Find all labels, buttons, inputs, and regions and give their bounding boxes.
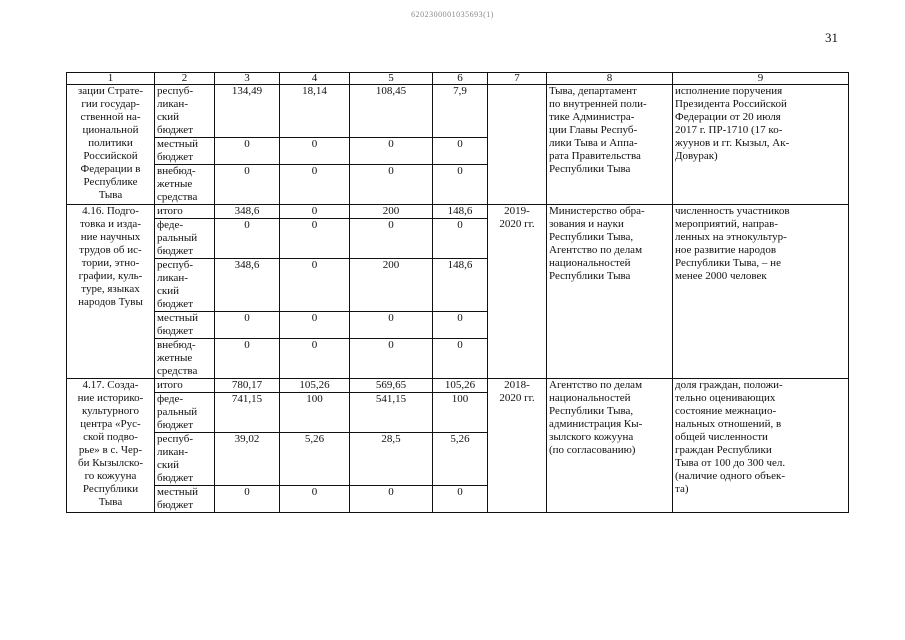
value-year3-cell: 7,9 bbox=[433, 85, 488, 138]
value-year3-cell: 0 bbox=[433, 165, 488, 205]
value-year3-cell: 148,6 bbox=[433, 205, 488, 219]
funding-source-cell: феде- ральный бюджет bbox=[155, 219, 215, 259]
value-year1-cell: 0 bbox=[280, 259, 350, 312]
value-year2-cell: 108,45 bbox=[350, 85, 433, 138]
table-row bbox=[67, 379, 849, 393]
value-year1-cell: 105,26 bbox=[280, 379, 350, 393]
value-total-cell: 0 bbox=[215, 339, 280, 379]
value-total-cell: 0 bbox=[215, 165, 280, 205]
indicator-cell: исполнение поручения Президента Российской Федерации от 20 июля 2017 г. ПР-1710 (17 ко- жуунов и гг. Кызыл, Ак- Довурак) bbox=[673, 85, 849, 205]
value-year2-cell: 200 bbox=[350, 205, 433, 219]
value-year2-cell: 28,5 bbox=[350, 433, 433, 486]
value-year3-cell: 0 bbox=[433, 339, 488, 379]
funding-source-cell: внебюд- жетные средства bbox=[155, 165, 215, 205]
funding-source-cell: внебюд- жетные средства bbox=[155, 339, 215, 379]
value-year1-cell: 0 bbox=[280, 165, 350, 205]
measure-cell: 4.17. Созда- ние историко- культурного центра «Рус- ской подво- рье» в с. Чер- би Кызылско- го кожууна Республики Тыва bbox=[67, 379, 155, 513]
document-id: 6202300001035693(1) bbox=[411, 10, 494, 19]
value-total-cell: 348,6 bbox=[215, 259, 280, 312]
value-year3-cell: 0 bbox=[433, 312, 488, 339]
period-cell: 2018- 2020 гг. bbox=[488, 379, 547, 513]
header-cell: 5 bbox=[350, 73, 433, 85]
value-year2-cell: 541,15 bbox=[350, 393, 433, 433]
value-year2-cell: 0 bbox=[350, 312, 433, 339]
executor-cell: Тыва, департамент по внутренней поли- тике Администра- ции Главы Респуб- лики Тыва и Аппа- рата Правительства Республики Тыва bbox=[547, 85, 673, 205]
value-year1-cell: 100 bbox=[280, 393, 350, 433]
value-year1-cell: 0 bbox=[280, 138, 350, 165]
measure-cell: зации Страте- гии государ- ственной на- циональной политики Российской Федерации в Республике Тыва bbox=[67, 85, 155, 205]
header-cell: 4 bbox=[280, 73, 350, 85]
value-year3-cell: 148,6 bbox=[433, 259, 488, 312]
table-row bbox=[67, 85, 849, 138]
program-table bbox=[66, 72, 849, 513]
value-year3-cell: 0 bbox=[433, 486, 488, 513]
value-total-cell: 780,17 bbox=[215, 379, 280, 393]
value-year1-cell: 0 bbox=[280, 339, 350, 379]
header-cell: 7 bbox=[488, 73, 547, 85]
value-year1-cell: 0 bbox=[280, 205, 350, 219]
executor-cell: Агентство по делам национальностей Республики Тыва, администрация Кы- зылского кожууна (по согласованию) bbox=[547, 379, 673, 513]
value-year3-cell: 0 bbox=[433, 219, 488, 259]
value-total-cell: 741,15 bbox=[215, 393, 280, 433]
period-cell bbox=[488, 85, 547, 205]
header-cell: 2 bbox=[155, 73, 215, 85]
header-cell: 6 bbox=[433, 73, 488, 85]
funding-source-cell: местный бюджет bbox=[155, 486, 215, 513]
value-year2-cell: 569,65 bbox=[350, 379, 433, 393]
funding-source-cell: местный бюджет bbox=[155, 312, 215, 339]
value-year3-cell: 100 bbox=[433, 393, 488, 433]
funding-source-cell: респуб- ликан- ский бюджет bbox=[155, 85, 215, 138]
value-total-cell: 0 bbox=[215, 219, 280, 259]
value-total-cell: 0 bbox=[215, 312, 280, 339]
table-body bbox=[67, 73, 849, 513]
value-year3-cell: 5,26 bbox=[433, 433, 488, 486]
table-row bbox=[67, 205, 849, 219]
funding-source-cell: феде- ральный бюджет bbox=[155, 393, 215, 433]
value-year2-cell: 0 bbox=[350, 138, 433, 165]
funding-source-cell: респуб- ликан- ский бюджет bbox=[155, 259, 215, 312]
value-year1-cell: 0 bbox=[280, 486, 350, 513]
value-year3-cell: 0 bbox=[433, 138, 488, 165]
funding-source-cell: местный бюджет bbox=[155, 138, 215, 165]
header-cell: 9 bbox=[673, 73, 849, 85]
header-row bbox=[67, 73, 849, 85]
value-total-cell: 0 bbox=[215, 138, 280, 165]
value-total-cell: 348,6 bbox=[215, 205, 280, 219]
value-year2-cell: 0 bbox=[350, 165, 433, 205]
executor-cell: Министерство обра- зования и науки Республики Тыва, Агентство по делам национальностей Республики Тыва bbox=[547, 205, 673, 379]
funding-source-cell: итого bbox=[155, 379, 215, 393]
measure-cell: 4.16. Подго- товка и изда- ние научных трудов об ис- тории, этно- графии, куль- туре, языках народов Тувы bbox=[67, 205, 155, 379]
value-year2-cell: 0 bbox=[350, 339, 433, 379]
value-year1-cell: 0 bbox=[280, 219, 350, 259]
value-year1-cell: 5,26 bbox=[280, 433, 350, 486]
funding-source-cell: респуб- ликан- ский бюджет bbox=[155, 433, 215, 486]
header-cell: 1 bbox=[67, 73, 155, 85]
indicator-cell: численность участников мероприятий, направ- ленных на этнокультур- ное развитие народов Республики Тыва, – не менее 2000 человек bbox=[673, 205, 849, 379]
funding-source-cell: итого bbox=[155, 205, 215, 219]
header-cell: 8 bbox=[547, 73, 673, 85]
value-total-cell: 39,02 bbox=[215, 433, 280, 486]
period-cell: 2019- 2020 гг. bbox=[488, 205, 547, 379]
page-number: 31 bbox=[825, 30, 838, 45]
value-total-cell: 134,49 bbox=[215, 85, 280, 138]
value-year2-cell: 0 bbox=[350, 219, 433, 259]
value-total-cell: 0 bbox=[215, 486, 280, 513]
value-year1-cell: 18,14 bbox=[280, 85, 350, 138]
header-cell: 3 bbox=[215, 73, 280, 85]
value-year1-cell: 0 bbox=[280, 312, 350, 339]
value-year2-cell: 0 bbox=[350, 486, 433, 513]
value-year2-cell: 200 bbox=[350, 259, 433, 312]
indicator-cell: доля граждан, положи- тельно оценивающих состояние межнацио- нальных отношений, в общей численности граждан Республики Тыва от 100 до 300 чел. (наличие одного объек- та) bbox=[673, 379, 849, 513]
value-year3-cell: 105,26 bbox=[433, 379, 488, 393]
